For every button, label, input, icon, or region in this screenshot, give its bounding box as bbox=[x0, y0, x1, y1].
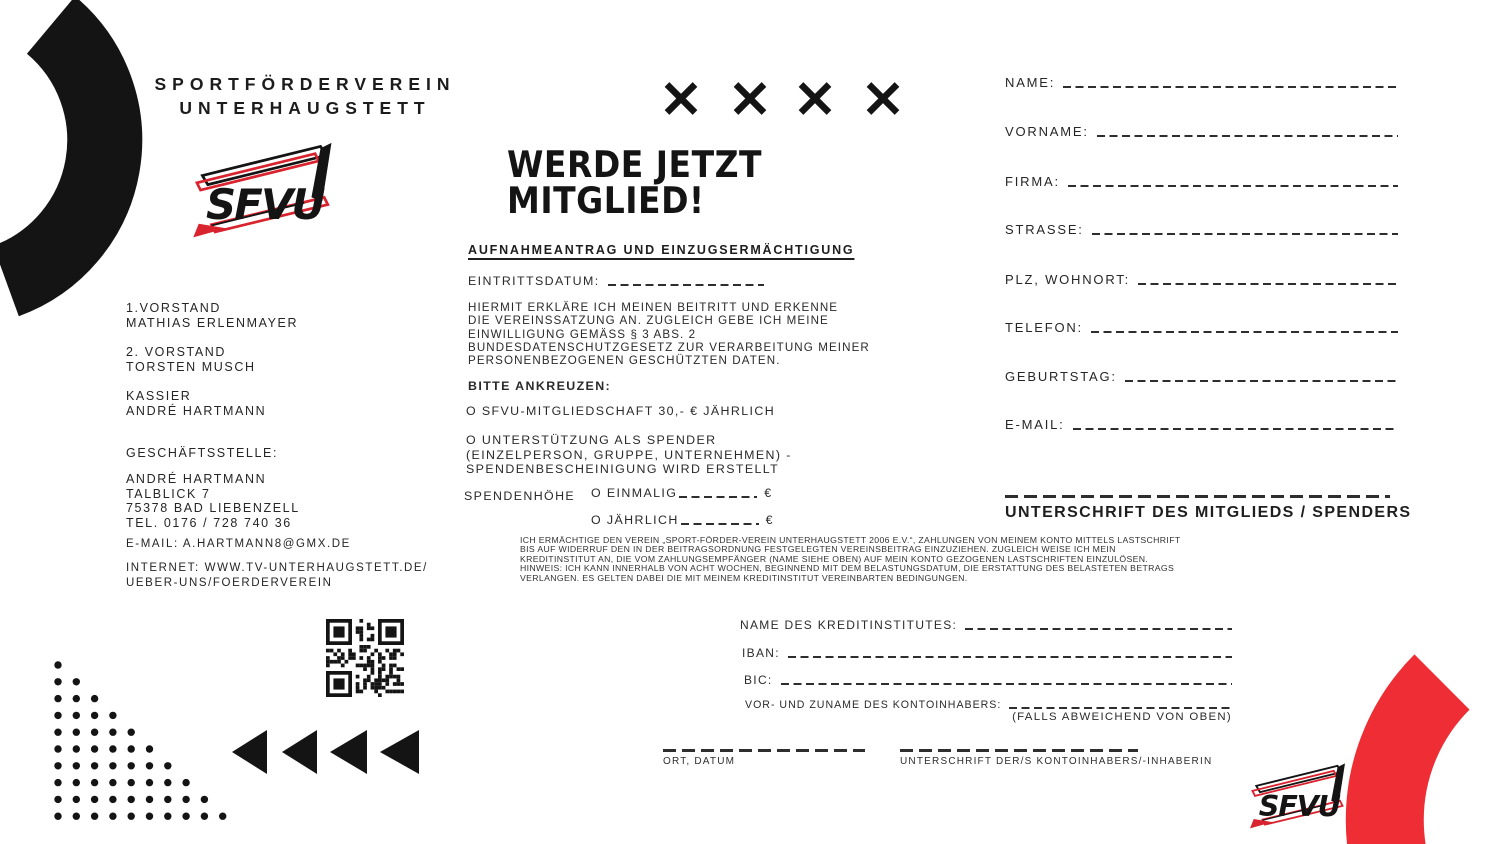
board-member-3 bbox=[126, 389, 266, 418]
firma-row bbox=[1005, 174, 1398, 189]
donation-once-input-line bbox=[679, 496, 757, 498]
account-holder-label: VOR- UND ZUNAME DES KONTOINHABERS: bbox=[745, 699, 1002, 711]
account-holder-signature-line bbox=[900, 749, 1138, 752]
strasse-label: STRASSE: bbox=[1005, 222, 1084, 237]
donation-yearly-row bbox=[591, 513, 791, 527]
place-date-signature bbox=[663, 749, 865, 767]
declaration-line: BUNDESDATENSCHUTZGESETZ ZUR VERARBEITUNG MEINER bbox=[468, 340, 870, 354]
strasse-input-line bbox=[1092, 233, 1398, 235]
office-address bbox=[126, 472, 300, 530]
member-signature-line bbox=[1005, 495, 1390, 498]
place-date-line bbox=[663, 749, 865, 752]
member-signature-label: UNTERSCHRIFT DES MITGLIEDS / SPENDERS bbox=[1005, 504, 1412, 521]
geburtstag-input-line bbox=[1125, 380, 1398, 382]
member-signature bbox=[1005, 495, 1412, 522]
website-line: UEBER-UNS/FOERDERVEREIN bbox=[126, 576, 333, 589]
office-line: TEL. 0176 / 728 740 36 bbox=[126, 515, 292, 530]
black-arc-decoration bbox=[6, 25, 105, 281]
bic-input-line bbox=[781, 683, 1232, 685]
donation-yearly-label: O JÄHRLICH bbox=[591, 513, 679, 527]
donation-yearly-input-line bbox=[681, 523, 759, 525]
board-name: TORSTEN MUSCH bbox=[126, 359, 256, 374]
vorname-label: VORNAME: bbox=[1005, 124, 1089, 139]
headline bbox=[507, 142, 763, 222]
plz-wohnort-input-line bbox=[1138, 283, 1398, 285]
vorname-row bbox=[1005, 124, 1398, 139]
email-row bbox=[1005, 417, 1398, 432]
mandate-line: VERLANGEN. ES GELTEN DABEI DIE MIT MEINEM KREDITINSTITUT VEREINBARTEN BEDINGUNGEN. bbox=[520, 572, 968, 583]
office-email: E-MAIL: A.HARTMANN8@GMX.DE bbox=[126, 538, 351, 550]
donor-option bbox=[466, 433, 792, 477]
sfvu-logo bbox=[193, 141, 339, 241]
board-member-2 bbox=[126, 345, 256, 374]
office-line: TALBLICK 7 bbox=[126, 486, 211, 501]
geburtstag-label: GEBURTSTAG: bbox=[1005, 369, 1117, 384]
donor-option-line: SPENDENBESCHEINIGUNG WIRD ERSTELLT bbox=[466, 462, 780, 477]
euro-sign: € bbox=[764, 486, 773, 500]
plz-wohnort-label: PLZ, WOHNORT: bbox=[1005, 272, 1131, 287]
plz-wohnort-row bbox=[1005, 272, 1398, 287]
bic-row bbox=[744, 673, 1232, 687]
triangle-arrows-decoration bbox=[230, 729, 422, 775]
club-name-line1: SPORTFÖRDERVEREIN bbox=[154, 74, 456, 94]
account-holder-row bbox=[745, 699, 1232, 711]
board-name: ANDRÉ HARTMANN bbox=[126, 403, 267, 418]
form-subheadline: AUFNAHMEANTRAG UND EINZUGSERMÄCHTIGUNG bbox=[468, 243, 855, 257]
qr-code bbox=[326, 619, 404, 697]
iban-input-line bbox=[788, 656, 1232, 658]
bank-name-row bbox=[740, 618, 1232, 632]
account-holder-input-line bbox=[1009, 707, 1232, 709]
bank-name-label: NAME DES KREDITINSTITUTES: bbox=[740, 618, 958, 632]
board-role: KASSIER bbox=[126, 389, 192, 403]
account-holder-note: (FALLS ABWEICHEND VON OBEN) bbox=[1012, 711, 1232, 723]
board-role: 1.VORSTAND bbox=[126, 301, 221, 315]
email-label: E-MAIL: bbox=[1005, 417, 1065, 432]
mandate-line: HINWEIS: ICH KANN INNERHALB VON ACHT WOCHEN, BEGINNEND MIT DEM BELASTUNGSDATUM, DIE ERSTATTUNG DES BELASTETEN BETRAGS bbox=[520, 563, 1175, 574]
club-name bbox=[140, 72, 470, 120]
donation-amount-label: SPENDENHÖHE bbox=[464, 489, 576, 503]
iban-row bbox=[742, 646, 1232, 660]
email-input-line bbox=[1073, 428, 1398, 430]
name-input-line bbox=[1063, 86, 1398, 88]
name-row bbox=[1005, 75, 1398, 90]
donor-option-line: (EINZELPERSON, GRUPPE, UNTERNEHMEN) - bbox=[466, 447, 792, 462]
donor-option-line: O UNTERSTÜTZUNG ALS SPENDER bbox=[466, 433, 717, 447]
declaration-line: PERSONENBEZOGENEN GESCHÜTZTEN DATEN. bbox=[468, 354, 781, 368]
telefon-label: TELEFON: bbox=[1005, 320, 1083, 335]
red-arc-decoration bbox=[1385, 682, 1442, 844]
dots-triangle-decoration bbox=[50, 657, 250, 825]
entry-date-input-line bbox=[608, 284, 764, 286]
vorname-input-line bbox=[1097, 135, 1398, 137]
board-name: MATHIAS ERLENMAYER bbox=[126, 315, 299, 330]
telefon-row bbox=[1005, 320, 1398, 335]
account-holder-signature-label: UNTERSCHRIFT DER/S KONTOINHABERS/-INHABERIN bbox=[900, 756, 1213, 767]
firma-label: FIRMA: bbox=[1005, 174, 1060, 189]
iban-label: IBAN: bbox=[742, 646, 780, 660]
mandate-line: ICH ERMÄCHTIGE DEN VEREIN „SPORT-FÖRDER-VEREIN UNTERHAUGSTETT 2006 E.V.“, ZAHLUNGEN VON MEINEM KONTO MITTELS LASTSCHRIFT bbox=[520, 535, 1181, 545]
bic-label: BIC: bbox=[744, 673, 773, 687]
declaration-line: HIERMIT ERKLÄRE ICH MEINEN BEITRITT UND ERKENNE bbox=[468, 301, 839, 314]
euro-sign: € bbox=[765, 513, 774, 527]
entry-date-label: EINTRITTSDATUM: bbox=[468, 274, 600, 288]
headline-line2: MITGLIED! bbox=[507, 179, 705, 222]
telefon-input-line bbox=[1091, 331, 1398, 333]
mandate-line: BIS AUF WIDERRUF DEN IN DER BEITRAGSORDNUNG FESTGELEGTEN VEREINSBEITRAG EINZUZIEHEN. ZUGLEICH WEISE ICH MEIN bbox=[520, 544, 1116, 555]
membership-option: O SFVU-MITGLIEDSCHAFT 30,- € JÄHRLICH bbox=[466, 404, 776, 418]
membership-declaration bbox=[468, 301, 870, 367]
bank-name-input-line bbox=[965, 628, 1232, 630]
check-instruction: BITTE ANKREUZEN: bbox=[468, 379, 612, 393]
mandate-line: KREDITINSTITUT AN, DIE VOM ZAHLUNGSEMPFÄNGER (NAME SIEHE OBEN) AUF MEIN KONTO GEZOGENEN LASTSCHRIFTEN EINZULÖSEN. bbox=[520, 553, 1149, 564]
office-label: GESCHÄFTSSTELLE: bbox=[126, 446, 279, 460]
sfvu-logo-small bbox=[1250, 762, 1350, 831]
strasse-row bbox=[1005, 222, 1398, 237]
club-name-line2: UNTERHAUGSTETT bbox=[179, 98, 431, 118]
account-holder-signature bbox=[900, 749, 1213, 767]
office-line: ANDRÉ HARTMANN bbox=[126, 472, 267, 486]
x-marks-decoration bbox=[662, 80, 902, 117]
declaration-line: EINWILLIGUNG GEMÄSS § 3 ABS. 2 bbox=[468, 327, 697, 341]
declaration-line: DIE VEREINSSATZUNG AN. ZUGLEICH GEBE ICH MEINE bbox=[468, 314, 829, 328]
board-member-1 bbox=[126, 301, 298, 330]
place-date-label: ORT, DATUM bbox=[663, 756, 736, 767]
office-line: 75378 BAD LIEBENZELL bbox=[126, 501, 300, 515]
donation-once-label: O EINMALIG bbox=[591, 486, 678, 500]
headline-line1: WERDE JETZT bbox=[507, 142, 763, 186]
entry-date-row bbox=[468, 274, 764, 288]
donation-once-row bbox=[591, 486, 791, 500]
office-website bbox=[126, 561, 428, 590]
website-line: INTERNET: WWW.TV-UNTERHAUGSTETT.DE/ bbox=[126, 562, 428, 574]
firma-input-line bbox=[1068, 185, 1398, 187]
sepa-mandate-text bbox=[520, 536, 1230, 583]
name-label: NAME: bbox=[1005, 75, 1056, 90]
board-role: 2. VORSTAND bbox=[126, 345, 227, 359]
geburtstag-row bbox=[1005, 369, 1398, 384]
